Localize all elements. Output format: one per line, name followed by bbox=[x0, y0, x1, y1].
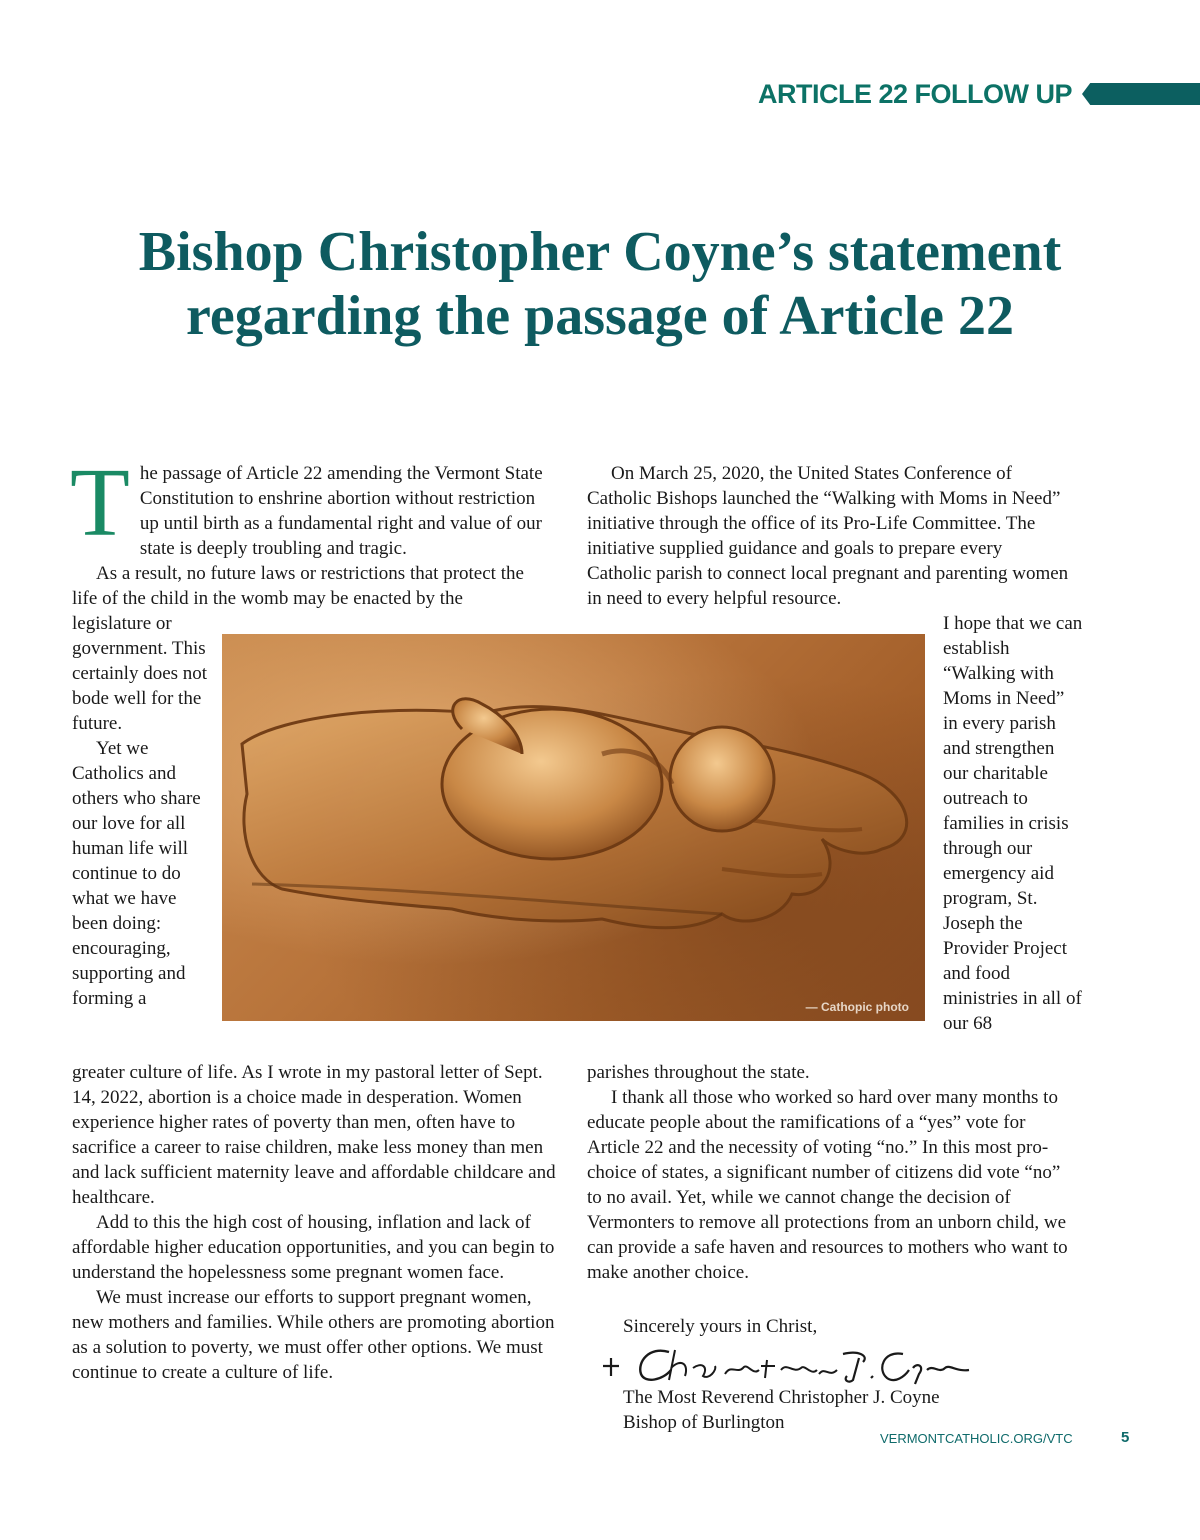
signature-icon bbox=[597, 1340, 977, 1388]
paragraph-hope-lower: parishes throughout the state. bbox=[587, 1062, 810, 1083]
paragraph-catholics-narrow: Yet we Catholics and others who share our love for all human life will continue to do what we have been doing: encouraging, supporting and forming a bbox=[72, 738, 201, 1009]
section-label: ARTICLE 22 FOLLOW UP bbox=[758, 78, 1072, 109]
drop-cap: T bbox=[70, 449, 130, 557]
footer-url: VERMONTCATHOLIC.ORG/VTC bbox=[880, 1431, 1073, 1446]
signoff: Sincerely yours in Christ, bbox=[623, 1316, 818, 1337]
intro-paragraph bbox=[70, 449, 550, 561]
section-kicker bbox=[758, 76, 1200, 112]
hand-holding-infant-icon bbox=[222, 634, 925, 1021]
right-column-bottom bbox=[587, 1060, 1072, 1285]
signer-title: Bishop of Burlington bbox=[623, 1412, 785, 1433]
intro-text: he passage of Article 22 amending the Vermont State Constitution to enshrine abortion without restriction up until birth as a fundamental right and value of our state is deeply troubling and tragic. bbox=[139, 463, 543, 559]
paragraph-thanks: I thank all those who worked so hard over many months to educate people about the ramifications of a “yes” vote for Article 22 and the necessity of voting “no.” In this most pro-choice of states, a significant number of citizens did vote “no” to no avail. Yet, while we cannot change the decision of Vermonters to remove all protections from an unborn child, we can provide a safe haven and resources to mothers who want to make another choice. bbox=[587, 1087, 1068, 1283]
page-number: 5 bbox=[1121, 1429, 1130, 1446]
left-column-bottom bbox=[72, 1060, 562, 1385]
paragraph-increase-efforts: We must increase our efforts to support pregnant women, new mothers and families. While others are promoting abortion as a solution to poverty, we must offer other options. We must continue to create a culture of life. bbox=[72, 1287, 555, 1383]
headline-line-2: regarding the passage of Article 22 bbox=[186, 285, 1014, 347]
article-headline bbox=[40, 220, 1160, 348]
left-column-top bbox=[70, 449, 550, 611]
headline-line-1: Bishop Christopher Coyne’s statement bbox=[138, 221, 1062, 283]
right-column-narrow bbox=[943, 611, 1083, 1036]
paragraph-catholics-lower: greater culture of life. As I wrote in my pastoral letter of Sept. 14, 2022, abortion is a choice made in desperation. Women experience higher rates of poverty than men, often have to sacrifice a career to raise children, make less money than men and lack sufficient maternity leave and affordable childcare and healthcare. bbox=[72, 1062, 556, 1208]
signer-name: The Most Reverend Christopher J. Coyne bbox=[623, 1387, 940, 1408]
paragraph-hope-narrow: I hope that we can establish “Walking with Moms in Need” in every parish and strengthen our charitable outreach to families in crisis through our emergency aid program, St. Joseph the Provider Project and food ministries in all of our 68 bbox=[943, 613, 1083, 1034]
kicker-arrow-bar bbox=[1082, 83, 1200, 105]
photo-credit: — Cathopic photo bbox=[805, 1000, 909, 1014]
left-column-narrow bbox=[72, 611, 212, 1011]
paragraph-result-narrow: legislature or government. This certainly does not bode well for the future. bbox=[72, 613, 208, 734]
paragraph-usccb: On March 25, 2020, the United States Conference of Catholic Bishops launched the “Walking with Moms in Need” initiative through the office of its Pro-Life Committee. The initiative supplied guidance and goals to prepare every Catholic parish to connect local pregnant and parenting women in need to every helpful resource. bbox=[587, 463, 1069, 609]
bronze-relief-photo bbox=[222, 634, 925, 1021]
paragraph-result-top: As a result, no future laws or restrictions that protect the life of the child in the womb may be enacted by the bbox=[72, 563, 524, 609]
right-column-top bbox=[587, 461, 1069, 611]
paragraph-housing: Add to this the high cost of housing, inflation and lack of affordable higher education opportunities, and you can begin to understand the hopelessness some pregnant women face. bbox=[72, 1212, 555, 1283]
